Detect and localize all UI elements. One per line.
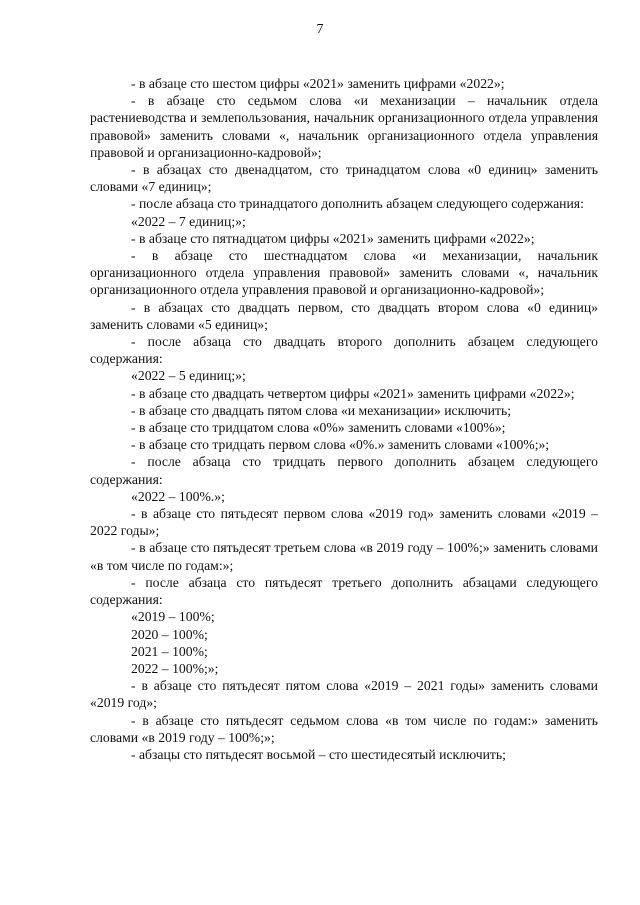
paragraph: 2021 – 100%; [131,643,208,659]
paragraph: 2022 – 100%;»; [131,660,219,676]
paragraph: - в абзаце сто пятьдесят первом слова «2019 год» заменить словами «2019 – 2022 годы»; [90,506,598,539]
paragraph: - в абзаце сто двадцать четвертом цифры «2021» заменить цифрами «2022»; [131,385,575,401]
paragraph: - после абзаца сто пятьдесят третьего дополнить абзацами следующего содержания: [90,574,598,608]
paragraph: - в абзаце сто тридцать первом слова «0%.» заменить словами «100%;»; [131,437,550,453]
paragraph: - после абзаца сто двадцать второго дополнить абзацем следующего содержания: [90,334,598,367]
paragraph: - в абзаце сто седьмом слова «и механизации – начальник отдела растениеводства и землепользования, начальник организационного отдела управления правовой» заменить словами «, начальник организационного отдела управления правовой и организационно-кадровой»; [90,93,598,160]
paragraph: - абзацы сто пятьдесят восьмой – сто шестидесятый исключить; [131,746,506,762]
paragraph: - в абзацах сто двадцать первом, сто двадцать втором слова «0 единиц» заменить словами «5 единиц»; [90,299,598,332]
paragraph: - в абзаце сто шестнадцатом слова «и механизации, начальник организационного отдела управления правовой» заменить словами «, начальник организационного отдела управления правовой и организационно-кадровой»; [90,248,598,298]
document-body [90,75,598,763]
paragraph: - в абзаце сто тридцатом слова «0%» заменить словами «100%»; [131,420,506,436]
paragraph: - в абзаце сто пятьдесят третьем слова «в 2019 году – 100%;» заменить словами «в том числе по годам:»; [90,540,598,573]
paragraph: 2020 – 100%; [131,626,208,642]
paragraph: «2022 – 5 единиц;»; [131,368,246,384]
paragraph: - после абзаца сто тридцать первого дополнить абзацем следующего содержания: [90,454,598,487]
paragraph: - в абзаце сто пятнадцатом цифры «2021» заменить цифрами «2022»; [131,230,535,246]
paragraph: «2019 – 100%; [131,609,215,625]
paragraph: - в абзаце сто двадцать пятом слова «и механизации» исключить; [131,402,512,418]
paragraph: «2022 – 100%.»; [131,488,225,504]
paragraph: - в абзаце сто пятьдесят пятом слова «2019 – 2021 годы» заменить словами «2019 год»; [90,678,598,711]
paragraph: - в абзаце сто шестом цифры «2021» заменить цифрами «2022»; [131,76,505,91]
paragraph: «2022 – 7 единиц;»; [131,213,246,229]
paragraph: - в абзацах сто двенадцатом, сто тринадцатом слова «0 единиц» заменить словами «7 единиц»; [90,162,598,195]
paragraph: - после абзаца сто тринадцатого дополнить абзацем следующего содержания: [131,196,584,212]
page-number: 7 [316,22,324,37]
paragraph: - в абзаце сто пятьдесят седьмом слова «в том числе по годам:» заменить словами «в 2019 году – 100%;»; [90,712,598,745]
